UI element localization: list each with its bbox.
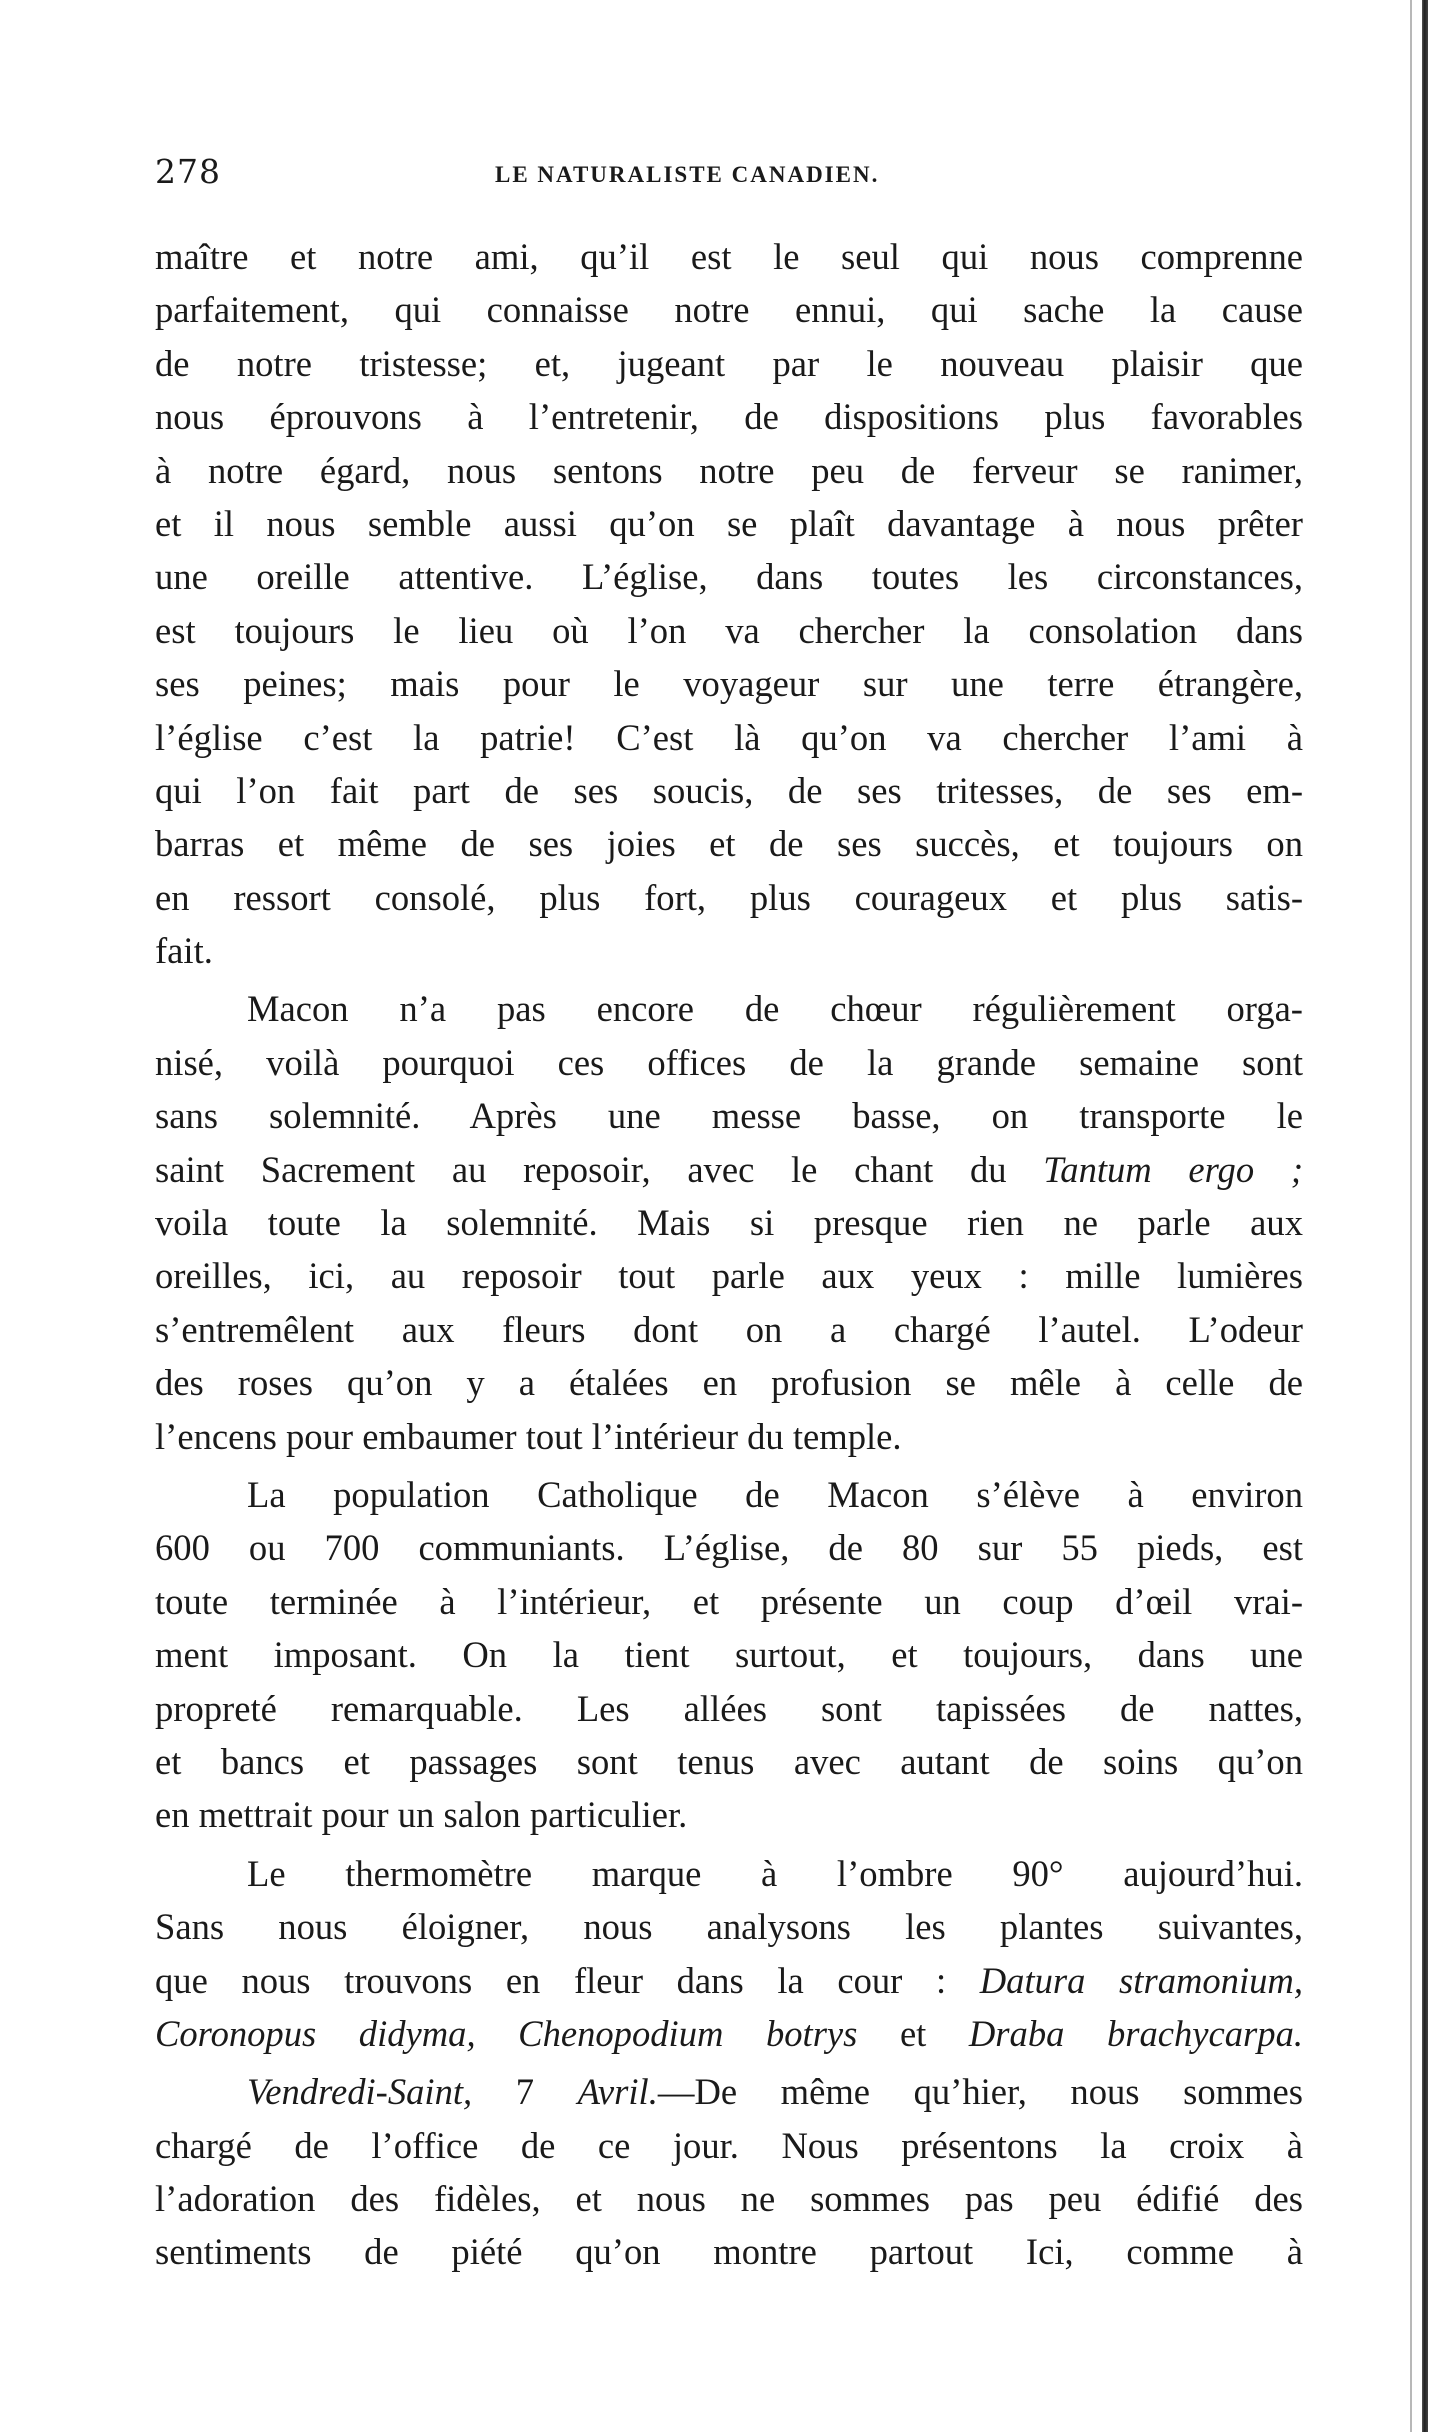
text-line: chargé de l’office de ce jour. Nous présentons la croix à	[155, 2124, 1303, 2166]
text-line: Le thermomètre marque à l’ombre 90° aujourd’hui.	[247, 1852, 1303, 1894]
species-name: Datura stramonium,	[979, 1959, 1303, 2001]
text-line: nous éprouvons à l’entretenir, de dispositions plus favorables	[155, 396, 1303, 438]
month-heading: Avril.	[577, 2071, 658, 2113]
text-line: est toujours le lieu où l’on va chercher la consolation dans	[155, 609, 1303, 651]
text-line: voila toute la solemnité. Mais si presque rien ne parle aux	[155, 1202, 1303, 1244]
body-text	[155, 230, 1303, 2279]
text-line: s’entremêlent aux fleurs dont on a chargé l’autel. L’odeur	[155, 1308, 1303, 1350]
text-line: parfaitement, qui connaisse notre ennui, qui sache la cause	[155, 289, 1303, 331]
text-line: Sans nous éloigner, nous analysons les plantes suivantes,	[155, 1906, 1303, 1948]
text-line: l’adoration des fidèles, et nous ne sommes pas peu édifié des	[155, 2178, 1303, 2220]
text-line: barras et même de ses joies et de ses succès, et toujours on	[155, 823, 1303, 865]
text-line: en ressort consolé, plus fort, plus courageux et plus satis-	[155, 876, 1303, 918]
paragraph-2	[155, 982, 1303, 1463]
text-line: à notre égard, nous sentons notre peu de ferveur se ranimer,	[155, 449, 1303, 491]
text-line: nisé, voilà pourquoi ces offices de la grande semaine sont	[155, 1041, 1303, 1083]
species-name: Draba brachycarpa.	[968, 2012, 1304, 2054]
text-line	[155, 2007, 1303, 2060]
text-line: sentiments de piété qu’on montre partout Ici, comme à	[155, 2231, 1303, 2273]
text-line: de notre tristesse; et, jugeant par le nouveau plaisir que	[155, 342, 1303, 384]
text-line	[155, 2065, 1303, 2118]
paragraph-3	[155, 1468, 1303, 1842]
text-line: toute terminée à l’intérieur, et présente un coup d’œil vrai-	[155, 1580, 1303, 1622]
text-line: des roses qu’on y a étalées en profusion se mêle à celle de	[155, 1362, 1303, 1404]
text-line: et il nous semble aussi qu’on se plaît davantage à nous prêter	[155, 502, 1303, 544]
species-name: Chenopodium botrys	[518, 2012, 858, 2054]
text-line: l’église c’est la patrie! C’est là qu’on va chercher l’ami à	[155, 716, 1303, 758]
page-number: 278	[155, 152, 221, 191]
italic-title: Tantum ergo ;	[1043, 1148, 1303, 1190]
text-line: qui l’on fait part de ses soucis, de ses tritesses, de ses em-	[155, 769, 1303, 811]
text-span: et	[857, 2012, 969, 2054]
text-span: que nous trouvons en fleur dans la cour :	[155, 1959, 980, 2001]
text-line: et bancs et passages sont tenus avec autant de soins qu’on	[155, 1740, 1303, 1782]
text-line: une oreille attentive. L’église, dans toutes les circonstances,	[155, 556, 1303, 598]
text-line: La population Catholique de Macon s’élève à environ	[247, 1473, 1303, 1515]
text-line: en mettrait pour un salon particulier.	[155, 1794, 688, 1836]
text-line: oreilles, ici, au reposoir tout parle aux yeux : mille lumières	[155, 1255, 1303, 1297]
running-title: LE NATURALISTE CANADIEN.	[495, 162, 880, 187]
text-line: propreté remarquable. Les allées sont tapissées de nattes,	[155, 1687, 1303, 1729]
text-span: 7	[472, 2071, 578, 2113]
text-line: ment imposant. On la tient surtout, et toujours, dans une	[155, 1634, 1303, 1676]
text-line: l’encens pour embaumer tout l’intérieur du temple.	[155, 1415, 902, 1457]
paragraph-4	[155, 1847, 1303, 2061]
text-line: sans solemnité. Après une messe basse, on transporte le	[155, 1095, 1303, 1137]
text-line	[155, 1954, 1303, 2007]
page-binding-edge	[1422, 0, 1428, 2432]
text-line: Macon n’a pas encore de chœur régulièrement orga-	[247, 988, 1303, 1030]
text-line: ses peines; mais pour le voyageur sur une terre étrangère,	[155, 663, 1303, 705]
text-span: —De même qu’hier, nous sommes	[657, 2071, 1303, 2113]
page-header	[155, 152, 1295, 202]
text-line: maître et notre ami, qu’il est le seul qui nous comprenne	[155, 236, 1303, 277]
paragraph-5	[155, 2065, 1303, 2279]
page-edge-shadow	[1410, 0, 1412, 2432]
species-name: Coronopus didyma,	[155, 2012, 476, 2054]
text-line	[155, 1143, 1303, 1196]
paragraph-1	[155, 230, 1303, 977]
date-heading: Vendredi-Saint,	[247, 2071, 473, 2113]
text-span: saint Sacrement au reposoir, avec le chant du	[155, 1148, 1044, 1190]
text-line: 600 ou 700 communiants. L’église, de 80 sur 55 pieds, est	[155, 1527, 1303, 1569]
text-line: fait.	[155, 930, 213, 972]
